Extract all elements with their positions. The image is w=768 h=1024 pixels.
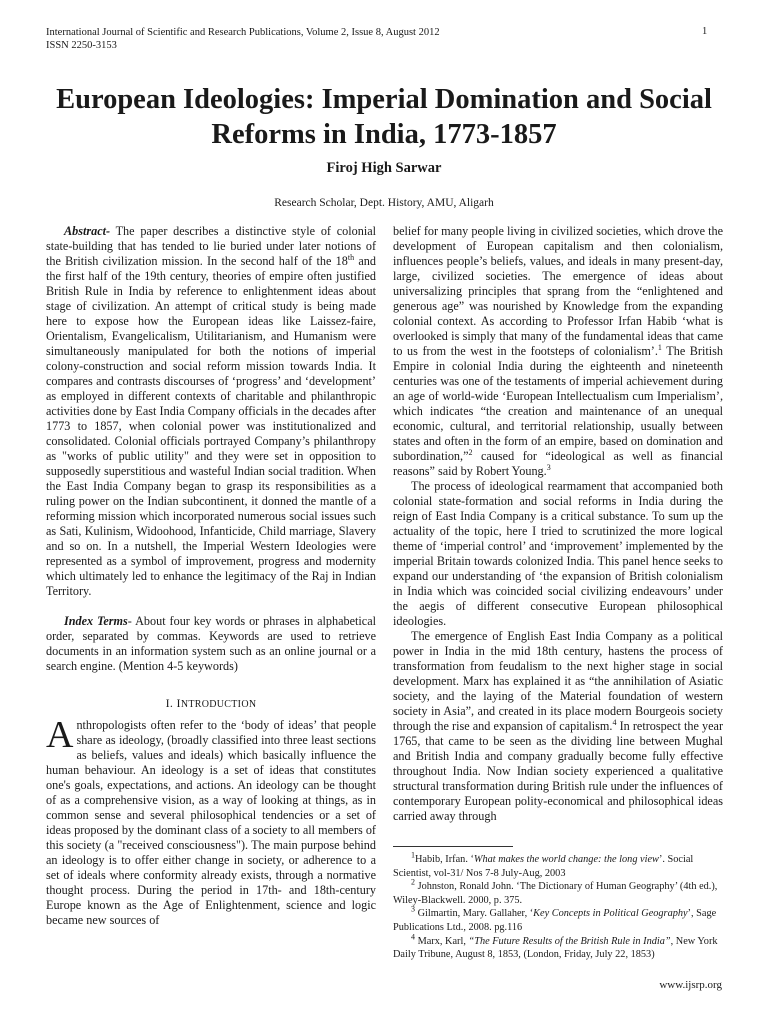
body-paragraph-2: The process of ideological rearmament that accompanied both colonial state-formation and social reforms in India during the reign of East India Company is a critical substance. To sum up the actuality of the topic, here I tried to scrutinized the more logical theme of ‘imperial control’ and ‘improvement’ implemented by the imperial Britain towards colonized India. This panel hence seeks to expand our understanding of ‘the expansion of British colonialism in India which was coincided social civilizing endeavours’ under the aegis of different consecutive European philosophical ideologies.	[393, 479, 723, 628]
body-paragraph-3: The emergence of English East India Company as a political power in India in the mid 18th century, hastens the process of transformation from feudalism to the next higher stage in social development. Marx has explained it as “the annihilation of Asiatic society, and the laying of the Material foundation of western society in Asia”, and created in its place modern Bourgeois society through the rise and expansion of capitalism.$^4$ In retrospect the year 1765, that came to be seen as the dividing line between Mughal and British India and company gradually become fully effective throughout India. Now Indian society experienced a qualitative structural transformation during British rule under the influences of contemporary European polity-economical and philosophical ideas carried away through	[393, 629, 724, 823]
left-column	[46, 224, 376, 928]
paper-title	[30, 82, 738, 152]
abstract-label: Abstract-	[64, 224, 111, 238]
footnote: $^2$ Johnston, Ronald John. ‘The Dictionary of Human Geography’ (4th ed.), Wiley-Blackwell. 2000, p. 375.	[393, 877, 718, 906]
footnote-ref-3[interactable]: 3	[546, 462, 551, 472]
title-line-1: European Ideologies: Imperial Domination and Social	[56, 84, 712, 115]
footnote: $^4$ Marx, Karl, “The Future Results of the British Rule in India”, New York Daily Tribune, August 8, 1853, (London, Friday, July 22, 1853)	[393, 932, 718, 961]
author-name: Firoj High Sarwar	[326, 160, 442, 176]
issn: ISSN 2250-3153	[46, 40, 117, 51]
index-terms-text: - About four key words or phrases in alphabetical order, separated by commas. Keywords are used to retrieve documents in an information system such as an online journal or a search engine. (Mention 4-5 keywords)	[46, 614, 376, 673]
footer-url[interactable]: www.ijsrp.org	[659, 979, 722, 991]
footnote-ref-4[interactable]: 4	[612, 717, 617, 727]
index-terms-label: Index Terms	[64, 614, 128, 628]
index-terms	[46, 614, 376, 674]
journal-header	[46, 26, 440, 52]
footnote: $^1$Habib, Irfan. ‘What makes the world change: the long view’. Social Scientist, vol-31/ Nos 7-8 July-Aug, 2003	[393, 850, 694, 879]
abstract-text: The paper describes a distinctive style of colonial state-building that has tended to lie buried under later notions of the British civilization mission. In the second half of the 18	[46, 224, 376, 268]
abstract-sup: th	[347, 252, 355, 262]
body-paragraph-1: belief for many people living in civilized societies, which drove the development of European capitalism and then colonialism, influences people’s beliefs, values, and ideals in many present-day, large, civilized societies. The emergence of ideas about universalizing principles that sprang from the “enlightened and generous age” was nourished by Knowledge from the expanding colonial context. As according to Professor Irfan Habib ‘what is overlooked is simply that many of the fundamental ideas that came to us from the west in the footsteps of colonialism’.$^1$ The British Empire in colonial India during the eighteenth and nineteenth centuries was one of the testaments of imperial achievement during an age of world-wide ‘European Intellectualism cum Imperialism’, which indicates “the creation and maintenance of an unequal economic, cultural, and territorial relationship, usually between states and often in the form of an empire, based on domination and subordination,”$^2$ caused for “ideological as well as financial reasons” said by Robert Young.$^3$	[393, 224, 723, 478]
drop-cap: A	[46, 714, 74, 756]
journal-citation: International Journal of Scientific and Research Publications, Volume 2, Issue 8, August 2012	[46, 27, 440, 38]
intro-paragraph	[46, 714, 376, 928]
footnote: $^3$ Gilmartin, Mary. Gallaher, ‘Key Concepts in Political Geography’, Sage Publications Ltd., 2008. pg.116	[393, 904, 717, 933]
abstract	[46, 224, 376, 599]
footnote-ref-1[interactable]: 1	[657, 342, 662, 352]
abstract-text-2: and the first half of the 19th century, theories of empire often justified British Rule in India by reference to enlightenment ideas about stage of civilization. An attempt of critical study is being made here to expose how the European ideas like Laissez-faire, Orientalism, Evangelicalism, Utilitarianism, and Humanism were simultaneously manipulated for both the notions of imperial colony-construction and social reform mission towards India. It compares and contrasts discourses of ‘progress’ and ‘development’ as employed in different contexts of charitable and philanthropic activities done by East India Company officials in the decades after 1773 to 1857, when colonial power was institutionalized and consolidated. Colonial officials portrayed Company’s philanthropy as "works of public utility" and they were set in opposition to supposedly superstitious and wasteful Indian social tradition. When the East India Company began to grasp its responsibilities as a ruling power on the Indian subcontinent, it donned the mantle of a reforming mission which incorporated numerous social issues such as Sati, Kulinism, Widoohood, Infanticide, Child marriage, Slavery and so on. In a nutshell, the Imperial Western Ideologies were represented as a symbol of improvement, progress and modernity which ultimately led to enhance the legitimacy of the Raj in Indian Territory.	[46, 254, 376, 598]
right-column	[393, 224, 723, 962]
footnote-ref-2[interactable]: 2	[468, 447, 473, 457]
intro-text: nthropologists often refer to the ‘body of ideas’ that people share as ideology, (broadly classified into three least sections as beliefs, values and ideals) which basically influence the human behaviour. An ideology is a set of ideas that constitutes one's goals, expectations, and actions. An ideology can be thought of as a comprehensive vision, as a way of looking at things, as in common sense and several philosophical tendencies or a set of ideas proposed by the dominant class of a society to all members of this society (a "received consciousness"). The main purpose behind an ideology is to offer either change in society, or adherence to a set of ideals where conformity already exists, through a normative thought process. During the period in 17th- and 18th-century Europe known as the Age of Enlightenment, science and logic became new sources of	[46, 718, 376, 927]
author-affiliation: Research Scholar, Dept. History, AMU, Aligarh	[274, 197, 494, 209]
page-number: 1	[702, 26, 708, 37]
footnote-divider	[393, 846, 513, 847]
title-line-2: Reforms in India, 1773-1857	[211, 119, 557, 150]
section-heading-introduction: I. INTRODUCTION	[165, 696, 257, 710]
